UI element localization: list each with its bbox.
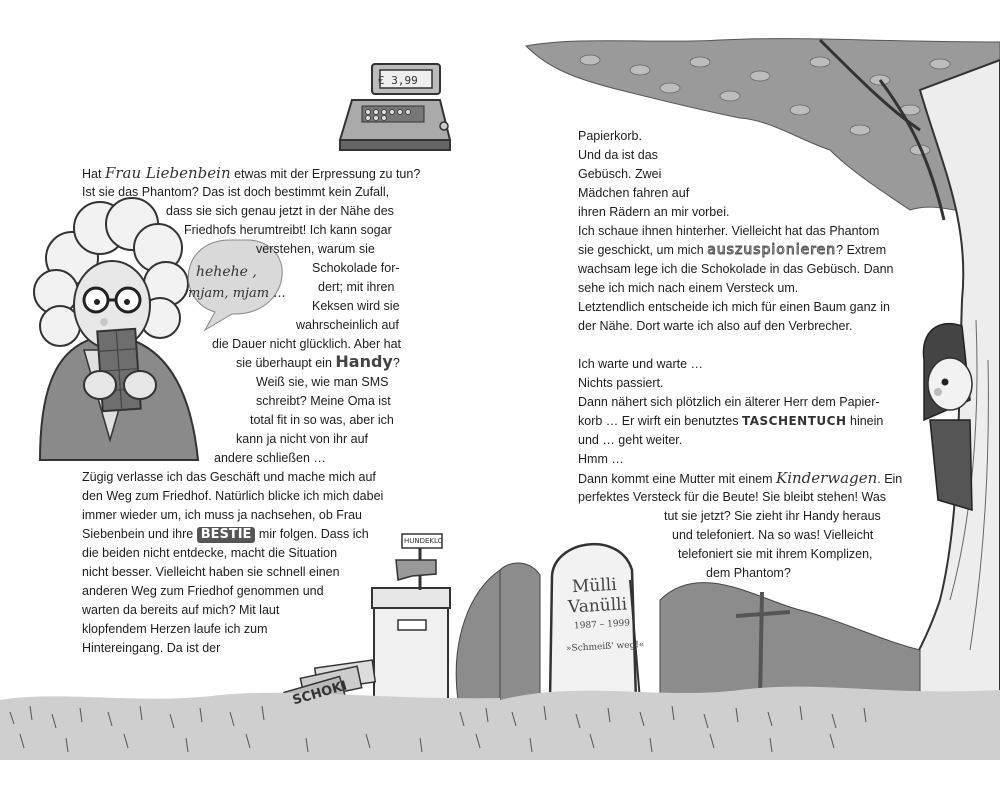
right-page	[500, 0, 1000, 800]
right-line-23: telefoniert sie mit ihrem Komplizen,	[678, 547, 873, 561]
left-line-11: sie überhaupt ein Handy?	[236, 352, 400, 371]
right-line-19: Dann kommt eine Mutter mit einem Kinderwagen. Ein	[578, 469, 903, 487]
left-line-14: total fit in so was, aber ich	[250, 413, 394, 427]
left-line-5: verstehen, warum sie	[256, 242, 375, 256]
left-line-18: den Weg zum Friedhof. Natürlich blicke ich mich dabei	[82, 489, 384, 503]
speech-bubble-line-2: mjam, mjam ...	[188, 286, 286, 301]
grave-name-2: Vanülli	[567, 594, 628, 618]
left-line-16: andere schließen …	[214, 451, 326, 465]
right-line-5: ihren Rädern an mir vorbei.	[578, 205, 730, 219]
right-line-15: Dann nähert sich plötzlich ein älterer Herr dem Papier-	[578, 395, 880, 409]
left-line-1: Hat Frau Liebenbein etwas mit der Erpressung zu tun?	[82, 164, 421, 182]
grave-epitaph: »Schmeiß' weg!«	[565, 639, 645, 655]
left-line-21: die beiden nicht entdecke, macht die Situation	[82, 546, 338, 560]
right-line-2: Und da ist das	[578, 148, 658, 162]
right-line-7: sie geschickt, um mich auszuspionieren? Extrem	[578, 242, 887, 258]
right-line-22: und telefoniert. Na so was! Vielleicht	[672, 528, 874, 542]
right-line-24: dem Phantom?	[706, 566, 791, 580]
right-line-17: und … geht weiter.	[578, 433, 683, 447]
old-woman-figure	[34, 198, 198, 460]
right-line-13: Ich warte und warte …	[578, 357, 704, 371]
bestie-badge: BESTIE	[197, 527, 256, 543]
left-line-17: Zügig verlasse ich das Geschäft und mache mich auf	[82, 470, 376, 484]
right-line-1: Papierkorb.	[578, 129, 642, 143]
right-line-16: korb … Er wirft ein benutztes TASCHENTUCH hinein	[578, 414, 884, 428]
left-line-15: kann ja nicht von ihr auf	[236, 432, 369, 446]
right-line-4: Mädchen fahren auf	[578, 186, 690, 200]
left-line-4: Friedhofs herumtreibt! Ich kann sogar	[184, 223, 392, 237]
left-line-6: Schokolade for-	[312, 261, 400, 275]
right-line-9: sehe ich mich nach einem Versteck um.	[578, 281, 799, 295]
left-line-20: Siebenbein und ihre BESTIE mir folgen. Dass ich	[82, 527, 369, 542]
left-line-13: schreibt? Meine Oma ist	[256, 394, 391, 408]
right-line-11: der Nähe. Dort warte ich also auf den Verbrecher.	[578, 319, 853, 333]
left-line-3: dass sie sich genau jetzt in der Nähe des	[166, 204, 394, 218]
right-line-21: tut sie jetzt? Sie zieht ihr Handy heraus	[664, 509, 881, 523]
left-line-2: Ist sie das Phantom? Das ist doch bestimmt kein Zufall,	[82, 185, 390, 199]
dog-sign-label: HUNDEKLO	[404, 537, 444, 545]
right-line-6: Ich schaue ihnen hinterher. Vielleicht hat das Phantom	[578, 224, 880, 238]
grave-dates: 1987 – 1999	[573, 618, 631, 632]
right-line-20: perfektes Versteck für die Beute! Sie bleibt stehen! Was	[578, 490, 887, 504]
left-line-24: warten da bereits auf mich? Mit laut	[82, 603, 280, 617]
left-line-8: Keksen wird sie	[312, 299, 400, 313]
left-line-23: anderen Weg zum Friedhof genommen und	[82, 584, 324, 598]
right-line-8: wachsam lege ich die Schokolade in das Gebüsch. Dann	[578, 262, 894, 276]
left-line-7: dert; mit ihren	[318, 280, 395, 294]
left-line-10: die Dauer nicht glücklich. Aber hat	[212, 337, 401, 351]
left-line-19: immer wieder um, ich muss ja nachsehen, ob Frau	[82, 508, 362, 522]
right-line-3: Gebüsch. Zwei	[578, 167, 662, 181]
left-line-22: nicht besser. Vielleicht haben sie schnell einen	[82, 565, 340, 579]
register-display: € 3,99	[378, 74, 418, 87]
left-line-12: Weiß sie, wie man SMS	[256, 375, 389, 389]
grave-name-1: Mülli	[571, 574, 618, 598]
right-line-10: Letztendlich entscheide ich mich für einen Baum ganz in	[578, 300, 890, 314]
left-line-25: klopfendem Herzen laufe ich zum	[82, 622, 268, 636]
right-line-18: Hmm …	[578, 452, 624, 466]
left-line-26: Hintereingang. Da ist der	[82, 641, 221, 655]
speech-bubble-line-1: hehehe ,	[196, 264, 257, 280]
left-line-9: wahrscheinlich auf	[296, 318, 399, 332]
right-line-14: Nichts passiert.	[578, 376, 664, 390]
schoki-label: SCHOKI	[291, 678, 349, 709]
